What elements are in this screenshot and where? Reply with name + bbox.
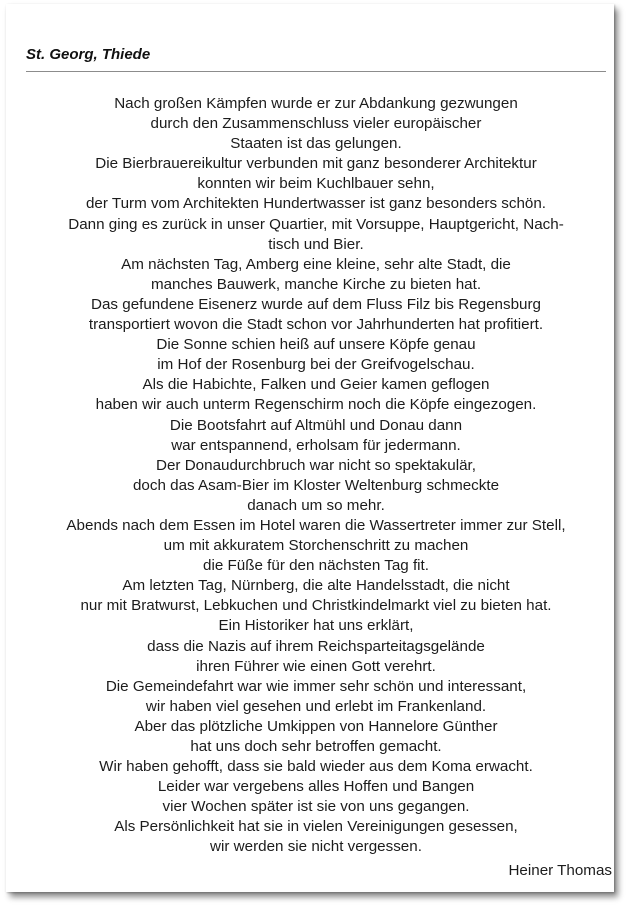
poem-line: nur mit Bratwurst, Lebkuchen und Christkindelmarkt viel zu bieten hat. (80, 597, 552, 615)
poem-line: Am letzten Tag, Nürnberg, die alte Handelsstadt, die nicht (122, 577, 510, 595)
poem-line: Abends nach dem Essen im Hotel waren die Wassertreter immer zur Stell, (66, 516, 566, 534)
poem-line: Die Bierbrauereikultur verbunden mit ganz besonderer Architektur (95, 155, 537, 173)
document-page (6, 4, 614, 892)
poem-line: hat uns doch sehr betroffen gemacht. (190, 738, 442, 755)
poem-line: Das gefundene Eisenerz wurde auf dem Fluss Filz bis Regensburg (91, 295, 541, 313)
poem-line: der Turm vom Architekten Hundertwasser ist ganz besonders schön. (85, 195, 547, 213)
poem-line: war entspannend, erholsam für jedermann. (171, 436, 461, 454)
poem-line: Die Bootsfahrt auf Altmühl und Donau dann (169, 416, 463, 434)
poem-line: Die Gemeindefahrt war wie immer sehr schön und interessant, (105, 677, 527, 695)
poem-line: Der Donaudurchbruch war nicht so spektakulär, (156, 456, 476, 474)
poem-line: Nach großen Kämpfen wurde er zur Abdankung gezwungen (114, 95, 518, 112)
poem-line: Ein Historiker hat uns erklärt, (218, 617, 414, 635)
poem-line: wir werden sie nicht vergessen. (210, 838, 422, 856)
poem-line: manches Bauwerk, manche Kirche zu bieten hat. (150, 275, 482, 293)
poem-line: die Füße für den nächsten Tag fit. (203, 557, 429, 575)
header-divider (26, 71, 606, 72)
poem-line: vier Wochen später ist sie von uns gegangen. (162, 798, 470, 816)
poem-line: konnten wir beim Kuchlbauer sehn, (197, 175, 435, 193)
poem-line: doch das Asam-Bier im Kloster Weltenburg schmeckte (132, 476, 500, 494)
poem-body (26, 94, 606, 858)
poem-line: Wir haben gehofft, dass sie bald wieder aus dem Koma erwacht. (99, 758, 533, 776)
poem-line: ihren Führer wie einen Gott verehrt. (196, 657, 436, 675)
poem-line: tisch und Bier. (268, 235, 364, 253)
poem-line: Staaten ist das gelungen. (230, 135, 402, 153)
poem-line: wir haben viel gesehen und erlebt im Frankenland. (145, 697, 487, 715)
page-title: St. Georg, Thiede (26, 46, 151, 63)
poem-line: Als die Habichte, Falken und Geier kamen geflogen (142, 376, 490, 394)
poem-line: im Hof der Rosenburg bei der Greifvogelschau. (157, 356, 475, 374)
poem-line: dass die Nazis auf ihrem Reichsparteitagsgelände (147, 637, 485, 655)
poem-line: Dann ging es zurück in unser Quartier, mit Vorsuppe, Hauptgericht, Nach- (68, 215, 564, 233)
page-header (26, 46, 606, 70)
poem-line: danach um so mehr. (247, 496, 385, 514)
poem-line: haben wir auch unterm Regenschirm noch die Köpfe eingezogen. (95, 396, 537, 414)
poem-line: Aber das plötzliche Umkippen von Hannelore Günther (134, 717, 498, 735)
poem-line: Als Persönlichkeit hat sie in vielen Vereinigungen gesessen, (114, 818, 518, 836)
poem-line: transportiert wovon die Stadt schon vor Jahrhunderten hat profitiert. (88, 316, 544, 334)
author-signature: Heiner Thomas (508, 862, 612, 879)
poem-line: Leider war vergebens alles Hoffen und Bangen (157, 778, 475, 796)
poem-line: um mit akkuratem Storchenschritt zu machen (163, 537, 469, 555)
poem-line: Die Sonne schien heiß auf unsere Köpfe genau (156, 336, 476, 354)
poem-line: Am nächsten Tag, Amberg eine kleine, sehr alte Stadt, die (121, 255, 511, 273)
poem-line: durch den Zusammenschluss vieler europäischer (150, 115, 482, 133)
